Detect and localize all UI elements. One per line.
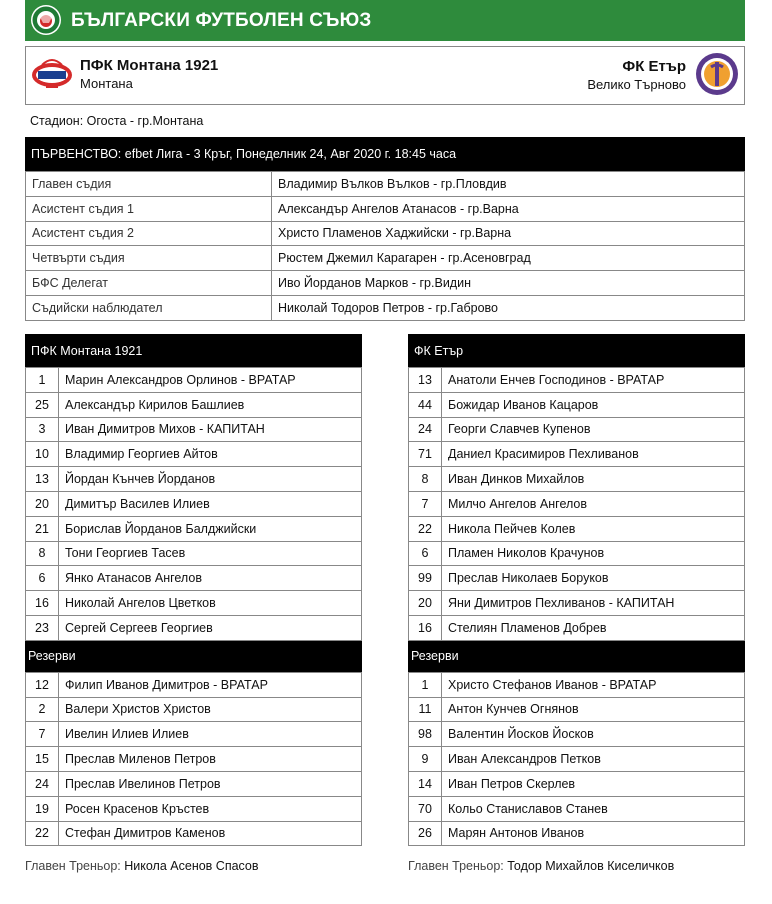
player-row [409, 516, 745, 541]
player-number: 1 [26, 368, 59, 393]
player-name: Марян Антонов Иванов [442, 821, 745, 846]
player-number: 6 [26, 566, 59, 591]
player-number: 19 [26, 796, 59, 821]
official-role: Четвърти съдия [26, 246, 272, 271]
away-team [587, 51, 740, 100]
official-role: Асистент съдия 1 [26, 196, 272, 221]
player-number: 6 [409, 541, 442, 566]
player-number: 10 [26, 442, 59, 467]
player-row [26, 368, 362, 393]
player-name: Христо Стефанов Иванов - ВРАТАР [442, 672, 745, 697]
away-subs-table [408, 672, 745, 847]
player-name: Милчо Ангелов Ангелов [442, 491, 745, 516]
home-team [30, 53, 218, 96]
player-name: Димитър Василев Илиев [59, 491, 362, 516]
player-row [409, 467, 745, 492]
player-row [26, 566, 362, 591]
player-row [26, 796, 362, 821]
home-squad [25, 334, 362, 846]
player-row [26, 672, 362, 697]
player-number: 3 [26, 417, 59, 442]
federation-title: БЪЛГАРСКИ ФУТБОЛЕН СЪЮЗ [71, 9, 372, 31]
player-row [409, 796, 745, 821]
player-number: 13 [26, 467, 59, 492]
player-row [409, 417, 745, 442]
player-row [409, 821, 745, 846]
player-name: Борислав Йорданов Балджийски [59, 516, 362, 541]
player-name: Стелиян Пламенов Добрев [442, 615, 745, 640]
player-row [409, 771, 745, 796]
player-name: Георги Славчев Купенов [442, 417, 745, 442]
player-name: Иван Динков Михайлов [442, 467, 745, 492]
player-number: 24 [26, 771, 59, 796]
player-row [409, 591, 745, 616]
player-row [409, 442, 745, 467]
player-name: Александър Кирилов Башлиев [59, 392, 362, 417]
home-squad-title: ПФК Монтана 1921 [25, 334, 362, 367]
away-coach-label: Главен Треньор: [408, 859, 504, 873]
away-coach-name: Тодор Михайлов Киселичков [507, 859, 675, 873]
stadium-info [30, 114, 203, 128]
player-number: 98 [409, 722, 442, 747]
official-name: Христо Пламенов Хаджийски - гр.Варна [272, 221, 745, 246]
official-name: Александър Ангелов Атанасов - гр.Варна [272, 196, 745, 221]
player-row [26, 467, 362, 492]
player-row [409, 491, 745, 516]
official-row [26, 271, 745, 296]
player-name: Анатоли Енчев Господинов - ВРАТАР [442, 368, 745, 393]
stadium-label: Стадион: [30, 114, 84, 128]
player-row [409, 541, 745, 566]
official-row [26, 246, 745, 271]
player-name: Яни Димитров Пехливанов - КАПИТАН [442, 591, 745, 616]
home-starters-table [25, 367, 362, 641]
away-team-name: ФК Етър [622, 58, 686, 75]
home-team-name: ПФК Монтана 1921 [80, 57, 219, 74]
player-number: 99 [409, 566, 442, 591]
player-number: 71 [409, 442, 442, 467]
player-name: Валери Христов Христов [59, 697, 362, 722]
official-name: Иво Йорданов Марков - гр.Видин [272, 271, 745, 296]
official-name: Владимир Вълков Вълков - гр.Пловдив [272, 172, 745, 197]
away-starters-table [408, 367, 745, 641]
championship-label: ПЪРВЕНСТВО: [31, 147, 122, 161]
player-number: 11 [409, 697, 442, 722]
player-row [26, 491, 362, 516]
player-number: 23 [26, 615, 59, 640]
official-name: Николай Тодоров Петров - гр.Габрово [272, 295, 745, 320]
official-role: БФС Делегат [26, 271, 272, 296]
away-squad [408, 334, 745, 846]
player-name: Иван Александров Петков [442, 747, 745, 772]
player-row [409, 368, 745, 393]
away-team-city: Велико Търново [587, 77, 686, 92]
player-row [26, 516, 362, 541]
player-row [26, 771, 362, 796]
player-row [409, 747, 745, 772]
player-name: Валентин Йосков Йосков [442, 722, 745, 747]
player-row [26, 392, 362, 417]
home-coach [25, 859, 259, 873]
bfu-logo [25, 0, 69, 41]
player-number: 8 [26, 541, 59, 566]
official-role: Асистент съдия 2 [26, 221, 272, 246]
player-name: Преслав Николаев Боруков [442, 566, 745, 591]
player-number: 16 [26, 591, 59, 616]
player-row [409, 722, 745, 747]
player-number: 7 [409, 491, 442, 516]
championship-value: efbet Лига - 3 Кръг, Понеделник 24, Авг 2020 г. 18:45 часа [124, 147, 457, 161]
player-number: 22 [409, 516, 442, 541]
official-name: Рюстем Джемил Карагарен - гр.Асеновград [272, 246, 745, 271]
player-name: Филип Иванов Димитров - ВРАТАР [59, 672, 362, 697]
home-team-city: Монтана [80, 76, 133, 91]
player-row [409, 672, 745, 697]
official-row [26, 172, 745, 197]
player-row [26, 442, 362, 467]
player-name: Кольо Станиславов Станев [442, 796, 745, 821]
player-number: 44 [409, 392, 442, 417]
player-number: 15 [26, 747, 59, 772]
official-role: Съдийски наблюдател [26, 295, 272, 320]
player-name: Росен Красенов Кръстев [59, 796, 362, 821]
player-name: Преслав Миленов Петров [59, 747, 362, 772]
player-name: Тони Георгиев Тасев [59, 541, 362, 566]
player-name: Ивелин Илиев Илиев [59, 722, 362, 747]
player-name: Сергей Сергеев Георгиев [59, 615, 362, 640]
player-number: 2 [26, 697, 59, 722]
home-team-logo [30, 53, 74, 96]
player-name: Стефан Димитров Каменов [59, 821, 362, 846]
player-name: Даниел Красимиров Пехливанов [442, 442, 745, 467]
player-number: 20 [409, 591, 442, 616]
away-team-logo [694, 51, 740, 100]
home-coach-name: Никола Асенов Спасов [124, 859, 259, 873]
player-name: Йордан Кънчев Йорданов [59, 467, 362, 492]
stadium-value: Огоста - гр.Монтана [86, 114, 204, 128]
officials-table [25, 171, 745, 321]
official-role: Главен съдия [26, 172, 272, 197]
player-name: Пламен Николов Крачунов [442, 541, 745, 566]
federation-header [25, 0, 745, 41]
player-number: 24 [409, 417, 442, 442]
player-number: 16 [409, 615, 442, 640]
player-row [26, 417, 362, 442]
player-row [26, 591, 362, 616]
player-name: Преслав Ивелинов Петров [59, 771, 362, 796]
away-subs-title: Резерви [408, 641, 745, 672]
player-row [26, 722, 362, 747]
player-name: Марин Александров Орлинов - ВРАТАР [59, 368, 362, 393]
official-row [26, 221, 745, 246]
player-number: 14 [409, 771, 442, 796]
home-subs-table [25, 672, 362, 847]
player-name: Иван Димитров Михов - КАПИТАН [59, 417, 362, 442]
player-row [26, 821, 362, 846]
home-coach-label: Главен Треньор: [25, 859, 121, 873]
player-row [26, 541, 362, 566]
player-number: 21 [26, 516, 59, 541]
player-name: Владимир Георгиев Айтов [59, 442, 362, 467]
player-number: 1 [409, 672, 442, 697]
championship-bar [25, 137, 745, 171]
away-squad-title: ФК Етър [408, 334, 745, 367]
player-number: 70 [409, 796, 442, 821]
player-name: Божидар Иванов Кацаров [442, 392, 745, 417]
player-row [26, 747, 362, 772]
player-row [26, 697, 362, 722]
player-row [409, 566, 745, 591]
player-name: Антон Кунчев Огнянов [442, 697, 745, 722]
official-row [26, 295, 745, 320]
player-number: 22 [26, 821, 59, 846]
player-number: 9 [409, 747, 442, 772]
player-name: Николай Ангелов Цветков [59, 591, 362, 616]
home-subs-title: Резерви [25, 641, 362, 672]
player-number: 26 [409, 821, 442, 846]
player-number: 25 [26, 392, 59, 417]
official-row [26, 196, 745, 221]
player-number: 13 [409, 368, 442, 393]
player-number: 8 [409, 467, 442, 492]
match-teams-box [25, 46, 745, 105]
away-coach [408, 859, 674, 873]
player-number: 12 [26, 672, 59, 697]
player-name: Янко Атанасов Ангелов [59, 566, 362, 591]
player-row [409, 392, 745, 417]
player-name: Иван Петров Скерлев [442, 771, 745, 796]
player-number: 7 [26, 722, 59, 747]
player-row [409, 697, 745, 722]
player-name: Никола Пейчев Колев [442, 516, 745, 541]
player-row [409, 615, 745, 640]
player-row [26, 615, 362, 640]
player-number: 20 [26, 491, 59, 516]
